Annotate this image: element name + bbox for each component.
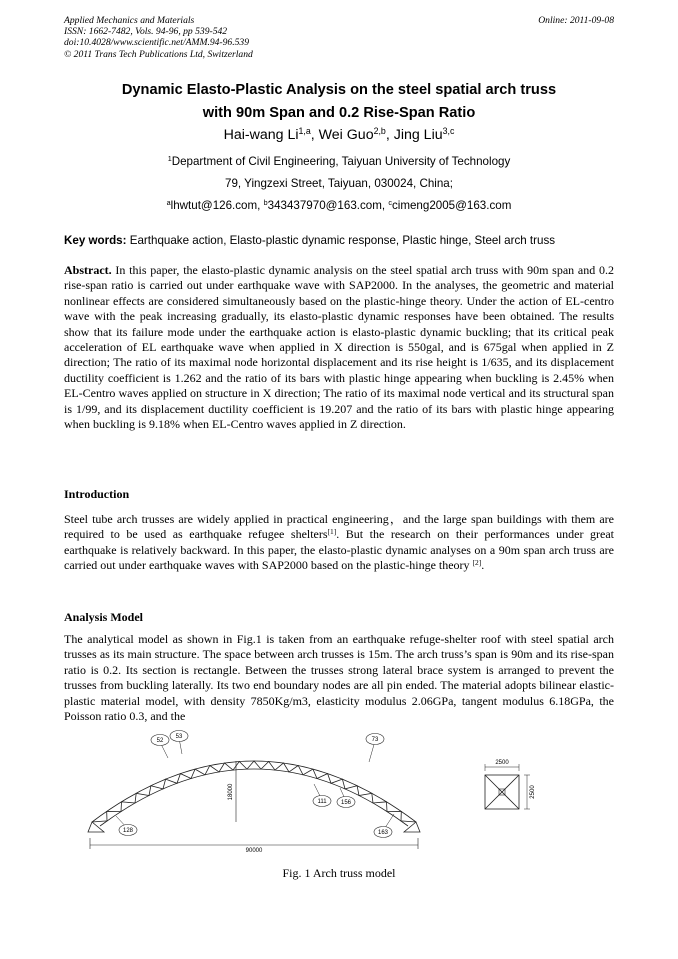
paper-title-line-2: with 90m Span and 0.2 Rise-Span Ratio <box>202 105 476 121</box>
truss-web-members <box>92 761 416 822</box>
cross-section-drawing <box>485 764 530 809</box>
keywords-text: Earthquake action, Elasto-plastic dynamic response, Plastic hinge, Steel arch truss <box>129 234 556 247</box>
span-dimension-text: 90000 <box>245 848 263 854</box>
section-height-text: 2500 <box>530 785 536 799</box>
introduction-heading: Introduction <box>64 487 130 501</box>
online-date: Online: 2011-09-08 <box>538 15 614 26</box>
arch-truss-figure <box>64 728 620 868</box>
figure-caption: Fig. 1 Arch truss model <box>282 866 396 880</box>
author-sup: 3,c <box>442 126 455 137</box>
citation-2: [2] <box>472 558 482 568</box>
rise-dimension-text: 18000 <box>228 783 234 801</box>
keywords-label: Key words: <box>64 234 127 247</box>
node-52-text: 52 <box>156 738 164 744</box>
node-156-text: 156 <box>340 800 352 806</box>
author-list: Hai-wang Li$^{1,a}$, Wei Guo$^{2,b}$, Jing Liu$^{3,c}$ <box>223 126 455 143</box>
citation-1: [1] <box>327 527 337 537</box>
author-sup: 2,b <box>373 126 386 137</box>
journal-header <box>64 15 253 60</box>
author-sup: 1,a <box>298 126 311 137</box>
affiliation-line-2: 79, Yingzexi Street, Taiyuan, 030024, China; <box>225 177 453 190</box>
copyright-line: © 2011 Trans Tech Publications Ltd, Switzerland <box>64 48 253 60</box>
node-73-text: 73 <box>371 737 379 743</box>
doi-line: doi:10.4028/www.scientific.net/AMM.94-96.539 <box>64 37 250 49</box>
arch-truss-drawing <box>88 738 420 849</box>
introduction-text: Steel tube arch trusses are widely applied in practical engineering，and the large span buildings with them are required to be used as earthquake refugee shelters[1]. But the research on their performances under great earthquake is relatively backward. In this paper, the elasto-plastic dynamic analyses on a 90m span arch truss are carried out under earthquake waves with SAP2000 based on the plastic-hinge theory [2]. <box>64 512 614 573</box>
author-name: Jing Liu <box>393 127 443 143</box>
issn-line: ISSN: 1662-7482, Vols. 94-96, pp 539-542 <box>64 26 228 38</box>
truss-bottom-chord <box>100 769 408 826</box>
node-53-text: 53 <box>175 734 183 740</box>
email-b: 343437970@163.com, <box>267 199 386 212</box>
node-111-text: 111 <box>317 799 327 805</box>
affiliation-sup: 1 <box>167 154 172 164</box>
abstract <box>64 263 614 432</box>
keywords <box>64 234 555 247</box>
analysis-text: The analytical model as shown in Fig.1 is taken from an earthquake refuge-shelter roof with steel spatial arch trusses as its main structure. The space between arch trusses is 15m. The arch truss’s span is 90m and its rise-span ratio is 0.2. Its section is rectangle. Between the trusses strong lateral brace system is arranged to prevent the trusses from buckling laterally. Its two end boundary nodes are all pin ended. The material adopts bilinear elastic-plastic material model, with density 7850Kg/m3, elasticity modulus 2.06GPa, tangent modulus 6.18GPa, the Poisson ratio 0.3, and the <box>64 632 614 724</box>
left-support <box>88 822 104 832</box>
truss-top-chord <box>92 761 416 822</box>
author-name: Hai-wang Li <box>223 127 299 143</box>
email-line: $^a$lhwtut@126.com, $^b$343437970@163.com, $^c$cimeng2005@163.com <box>166 198 512 212</box>
analysis-heading: Analysis Model <box>64 610 144 624</box>
email-a: lhwtut@126.com, <box>170 199 261 212</box>
paper-title-line-1: Dynamic Elasto-Plastic Analysis on the steel spatial arch truss <box>121 82 557 98</box>
right-support <box>404 822 420 832</box>
author-name: Wei Guo <box>318 127 374 143</box>
abstract-label: Abstract. <box>64 263 112 277</box>
email-c: cimeng2005@163.com <box>391 199 512 212</box>
node-128-text: 128 <box>122 828 134 834</box>
journal-name: Applied Mechanics and Materials <box>64 15 195 26</box>
affiliation-line-1: $^1$Department of Civil Engineering, Taiyuan University of Technology <box>167 154 511 168</box>
abstract-text: In this paper, the elasto-plastic dynamic analysis on the steel spatial arch truss with 90m span and 0.2 rise-span ratio is carried out under earthquake wave with SAP2000. In the analyses, the geometric and material nonlinear effects are considered simultaneously based on the plastic-hinge theory. Under the action of EL-centro wave with the peak increasing gradually, its elasto-plastic dynamic responses have been obtained. The results show that its failure mode under the earthquake action is elasto-plastic dynamic buckling; that its critical peak acceleration of EL earthquake wave when applied in X direction is 550gal, and is 675gal when applied in Z direction; The ratio of its maximal node horizontal displacement and its rise height is 1/635, and its displacement ductility coefficient is 1.262 and the ratio of its bars with plastic hinge appearing when buckling is 2.45% when EL-Centro waves applied on structure in X direction; The ratio of its maximal node vertical and its structural span is 1/99, and its displacement ductility coefficient is 19.207 and the ratio of its bars with plastic hinge appearing when buckling is 9.18% when EL-Centro waves applied in Z direction. <box>64 263 614 432</box>
section-width-text: 2500 <box>495 760 509 766</box>
node-163-text: 163 <box>377 830 389 836</box>
